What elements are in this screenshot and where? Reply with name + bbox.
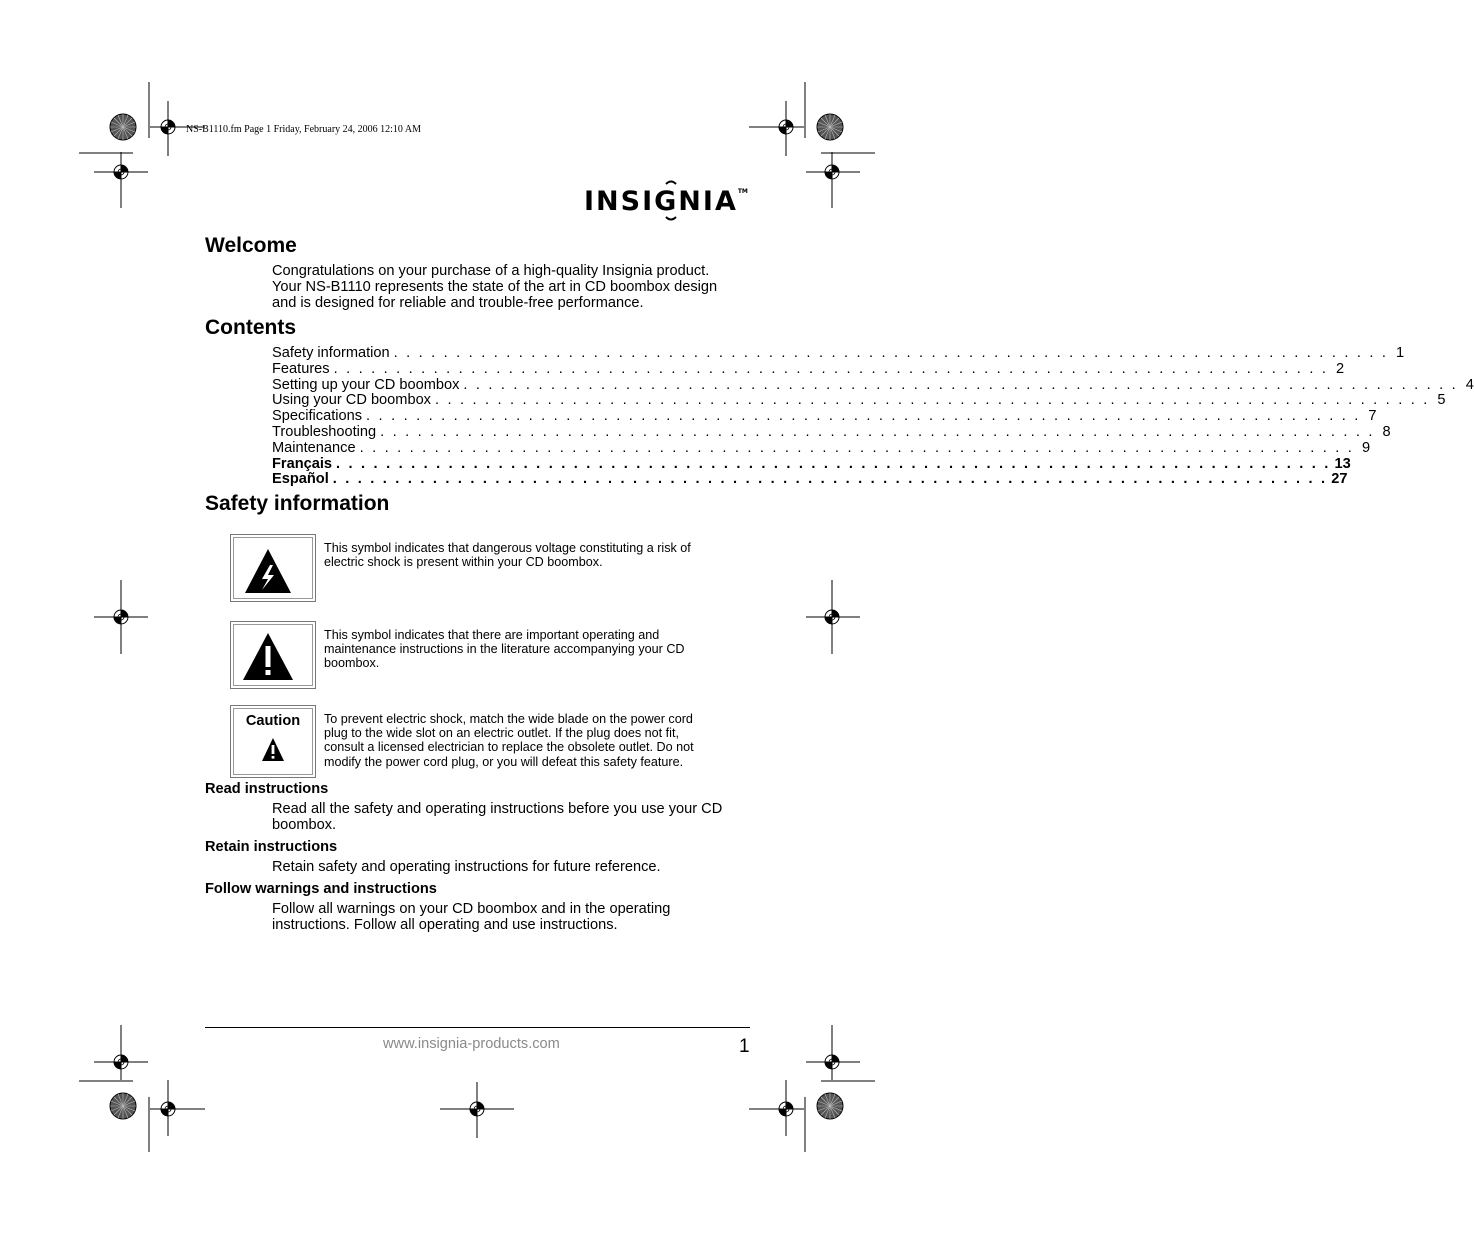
footer-rule <box>205 1027 750 1028</box>
symbol-text-line: modify the power cord plug, or you will defeat this safety feature. <box>324 754 684 769</box>
toc-entry-page: 27 <box>1331 471 1348 488</box>
welcome-text <box>272 263 752 311</box>
toc-dot-leader: . . . . . . . . . . . . . . . . . . . . . . . . . . . . . . . . . . . . . . . . . . . . . . . . . . . . . . . . . . . . . . . . . . . . . . . . . . . . . . . . <box>333 360 1329 377</box>
exclamation-symbol-text <box>324 628 744 671</box>
read-instructions-text <box>272 801 752 833</box>
caution-symbol-box <box>230 705 316 778</box>
follow-warnings-heading: Follow warnings and instructions <box>205 881 437 897</box>
toc-entry-label: Setting up your CD boombox <box>272 376 460 393</box>
toc-dot-leader: . . . . . . . . . . . . . . . . . . . . . . . . . . . . . . . . . . . . . . . . . . . . . . . . . . . . . . . . . . . . . . . . . . . . . . . . . . . . . . . . <box>380 423 1375 440</box>
toc-entry[interactable] <box>272 455 1351 473</box>
read-instructions-heading: Read instructions <box>205 781 329 797</box>
lightning-symbol-box <box>230 534 316 602</box>
section-line: Retain safety and operating instructions for future reference. <box>272 859 661 875</box>
table-of-contents <box>272 345 1474 488</box>
symbol-text-line: maintenance instructions in the literature accompanying your CD <box>324 642 685 657</box>
section-line: instructions. Follow all operating and use instructions. <box>272 917 618 933</box>
toc-entry[interactable] <box>272 439 1371 457</box>
toc-entry-label: Maintenance <box>272 439 356 456</box>
section-line: Follow all warnings on your CD boombox and in the operating <box>272 901 671 917</box>
exclamation-warning-icon <box>231 622 315 688</box>
symbol-text-line: This symbol indicates that dangerous voltage constituting a risk of <box>324 541 691 555</box>
safety-heading: Safety information <box>205 492 390 515</box>
toc-entry-label: Features <box>272 360 330 377</box>
follow-warnings-text <box>272 901 752 933</box>
toc-entry-label: Specifications <box>272 408 363 425</box>
toc-entry-page: 5 <box>1437 392 1446 409</box>
symbol-text-line: boombox. <box>324 656 380 671</box>
retain-instructions-text <box>272 859 752 875</box>
toc-entry[interactable] <box>272 345 1405 362</box>
symbol-text-line: consult a licensed electrician to replace the obsolete outlet. Do not <box>324 740 694 755</box>
toc-entry-page: 1 <box>1395 345 1405 361</box>
toc-entry-page: 8 <box>1382 423 1391 440</box>
symbol-text-line: electric shock is present within your CD boombox. <box>324 555 603 570</box>
logo-swirl-icon <box>663 178 679 224</box>
toc-entry[interactable] <box>272 471 1348 488</box>
brand-name: INSIGNIA <box>584 186 738 217</box>
toc-entry[interactable] <box>272 408 1377 425</box>
toc-dot-leader: . . . . . . . . . . . . . . . . . . . . . . . . . . . . . . . . . . . . . . . . . . . . . . . . . . . . . . . . . . . . . . . . . . . . . . . . . . . . . . . . <box>336 455 1331 472</box>
toc-entry-page: 4 <box>1465 376 1474 393</box>
toc-dot-leader: . . . . . . . . . . . . . . . . . . . . . . . . . . . . . . . . . . . . . . . . . . . . . . . . . . . . . . . . . . . . . . . . . . . . . . . . . . . . . . . . <box>463 376 1458 393</box>
toc-entry-label: Français <box>272 455 333 472</box>
toc-entry-page: 13 <box>1334 455 1351 472</box>
page-number: 1 <box>739 1036 750 1057</box>
toc-entry-label: Troubleshooting <box>272 423 377 440</box>
brand-trademark: TM <box>737 188 748 195</box>
lightning-symbol-text <box>324 541 744 569</box>
symbol-text-line: This symbol indicates that there are important operating and <box>324 628 660 642</box>
caution-label: Caution <box>245 713 301 729</box>
toc-entry-label: Español <box>272 471 329 488</box>
toc-entry-label: Safety information <box>272 345 390 361</box>
toc-entry-page: 7 <box>1368 408 1377 425</box>
caution-icon <box>231 706 315 777</box>
toc-dot-leader: . . . . . . . . . . . . . . . . . . . . . . . . . . . . . . . . . . . . . . . . . . . . . . . . . . . . . . . . . . . . . . . . . . . . . . . . . . . . . . . . <box>366 408 1361 425</box>
toc-entry[interactable] <box>272 376 1474 394</box>
section-line: boombox. <box>272 817 337 833</box>
toc-dot-leader: . . . . . . . . . . . . . . . . . . . . . . . . . . . . . . . . . . . . . . . . . . . . . . . . . . . . . . . . . . . . . . . . . . . . . . . . . . . . . . . . <box>434 392 1430 409</box>
contents-heading: Contents <box>205 316 296 339</box>
retain-instructions-heading: Retain instructions <box>205 839 338 855</box>
print-slug: NS-B1110.fm Page 1 Friday, February 24, 2006 12:10 AM <box>186 124 421 135</box>
caution-symbol-text <box>324 712 744 769</box>
toc-entry[interactable] <box>272 360 1345 378</box>
symbol-text-line: plug to the wide slot on an electric outlet. If the plug does not fit, <box>324 726 679 741</box>
welcome-heading: Welcome <box>205 234 297 257</box>
toc-dot-leader: . . . . . . . . . . . . . . . . . . . . . . . . . . . . . . . . . . . . . . . . . . . . . . . . . . . . . . . . . . . . . . . . . . . . . . . . . . . . . . . . <box>359 439 1355 456</box>
toc-entry[interactable] <box>272 392 1446 409</box>
symbol-text-line: To prevent electric shock, match the wide blade on the power cord <box>324 712 693 726</box>
toc-dot-leader: . . . . . . . . . . . . . . . . . . . . . . . . . . . . . . . . . . . . . . . . . . . . . . . . . . . . . . . . . . . . . . . . . . . . . . . . . . . . . . . . <box>332 471 1328 488</box>
toc-entry-page: 9 <box>1361 439 1371 456</box>
toc-entry-label: Using your CD boombox <box>272 392 431 409</box>
toc-entry-page: 2 <box>1335 360 1345 377</box>
lightning-warning-icon <box>231 535 315 601</box>
toc-entry[interactable] <box>272 423 1391 441</box>
welcome-line: and is designed for reliable and trouble-free performance. <box>272 295 644 311</box>
exclamation-symbol-box <box>230 621 316 689</box>
welcome-line: Congratulations on your purchase of a high-quality Insignia product. <box>272 263 710 279</box>
footer-url[interactable]: www.insignia-products.com <box>383 1036 560 1052</box>
welcome-line: Your NS-B1110 represents the state of the art in CD boombox design <box>272 279 718 295</box>
toc-dot-leader: . . . . . . . . . . . . . . . . . . . . . . . . . . . . . . . . . . . . . . . . . . . . . . . . . . . . . . . . . . . . . . . . . . . . . . . . . . . . . . . . <box>393 345 1389 361</box>
section-line: Read all the safety and operating instructions before you use your CD <box>272 801 723 817</box>
